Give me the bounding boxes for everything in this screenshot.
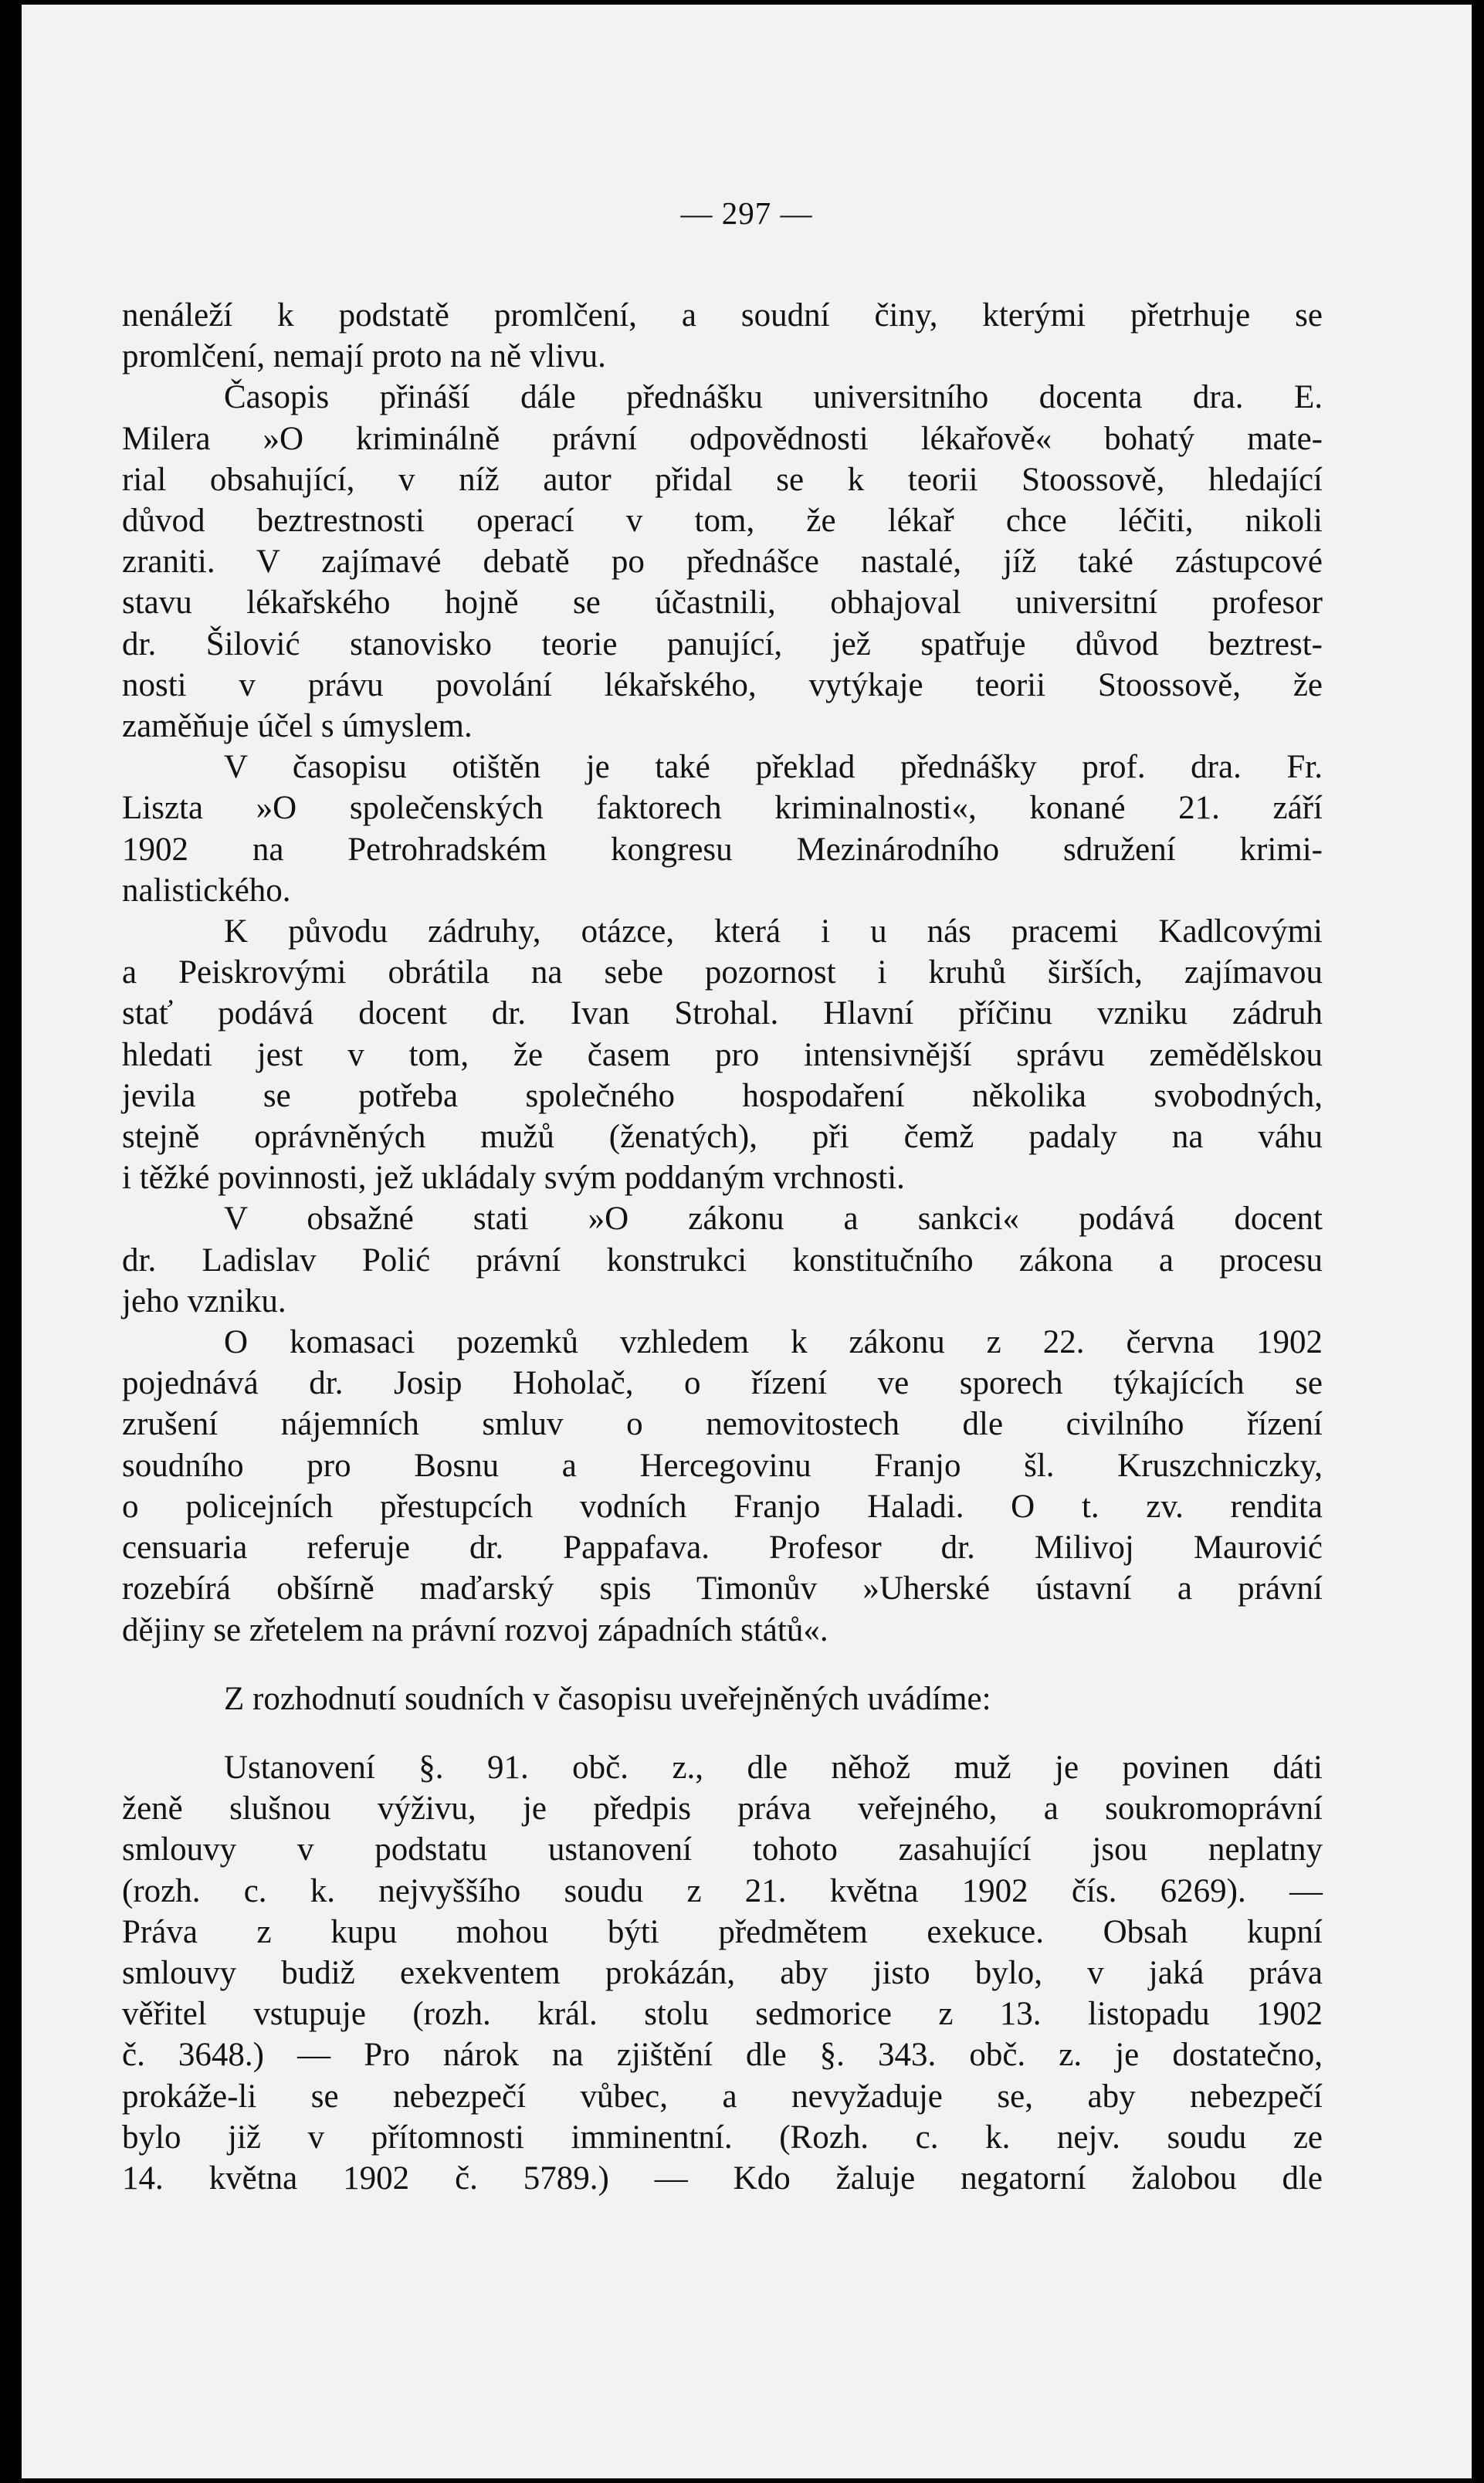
text-line: rial obsahující, v níž autor přidal se k teorii Stoossově, hledající [122, 461, 1323, 498]
book-page [22, 5, 1472, 2478]
text-line: hledati jest v tom, že časem pro intensivnější správu zemědělskou [122, 1036, 1323, 1073]
text-line: a Peiskrovými obrátila na sebe pozornost i kruhů širších, zajímavou [122, 954, 1323, 991]
text-line: 14. května 1902 č. 5789.) — Kdo žaluje negatorní žalobou dle [122, 2159, 1323, 2197]
text-line: nenáleží k podstatě promlčení, a soudní činy, kterými přetrhuje se [122, 297, 1323, 334]
text-line: č. 3648.) — Pro nárok na zjištění dle §. 343. obč. z. je dostatečno, [122, 2037, 1323, 2074]
text-line: zraniti. V zajímavé debatě po přednášce nastalé, jíž také zástupcové [122, 544, 1323, 581]
text-line: stavu lékařského hojně se účastnili, obhajoval universitní profesor [122, 584, 1323, 622]
text-line: pojednává dr. Josip Hoholač, o řízení ve sporech týkajících se [122, 1365, 1323, 1402]
text-line: dr. Ladislav Polić právní konstrukci konstitučního zákona a procesu [122, 1242, 1323, 1279]
text-line: smlouvy v podstatu ustanovení tohoto zasahující jsou neplatny [122, 1831, 1323, 1868]
body-text [122, 295, 1323, 2199]
text-line: Časopis přináší dále přednášku universitního docenta dra. E. [224, 379, 1323, 416]
paragraph-gap [122, 1651, 1323, 1678]
paragraph-gap [122, 1719, 1323, 1747]
text-line: o policejních přestupcích vodních Franjo Haladi. O t. zv. rendita [122, 1488, 1323, 1525]
text-line: (rozh. c. k. nejvyššího soudu z 21. května 1902 čís. 6269). — [122, 1872, 1323, 1909]
page-number: — 297 — [680, 195, 813, 231]
text-line: bylo již v přítomnosti imminentní. (Rozh. c. k. nejv. soudu ze [122, 2119, 1323, 2156]
text-line: Z rozhodnutí soudních v časopisu uveřejněných uvádíme: [224, 1680, 991, 1717]
text-line: promlčení, nemají proto na ně vlivu. [122, 338, 606, 375]
text-line: i těžké povinnosti, jež ukládaly svým poddaným vrchnosti. [122, 1160, 905, 1197]
text-line: jeho vzniku. [122, 1282, 286, 1319]
text-line: dr. Šilović stanovisko teorie panující, jež spatřuje důvod beztrest- [122, 625, 1323, 662]
text-line: zaměňuje účel s úmyslem. [122, 708, 473, 745]
text-line: Liszta »O společenských faktorech kriminalnosti«, konané 21. září [122, 790, 1323, 827]
text-line: V časopisu otištěn je také překlad přednášky prof. dra. Fr. [224, 749, 1323, 786]
text-line: censuaria referuje dr. Pappafava. Profesor dr. Milivoj Maurović [122, 1529, 1323, 1567]
text-line: důvod beztrestnosti operací v tom, že lékař chce léčiti, nikoli [122, 503, 1323, 540]
text-line: prokáže-li se nebezpečí vůbec, a nevyžaduje se, aby nebezpečí [122, 2078, 1323, 2115]
text-line: 1902 na Petrohradském kongresu Mezinárodního sdružení krimi- [122, 831, 1323, 868]
text-line: Ustanovení §. 91. obč. z., dle něhož muž je povinen dáti [224, 1749, 1323, 1786]
text-line: soudního pro Bosnu a Hercegovinu Franjo šl. Kruszchniczky, [122, 1447, 1323, 1484]
text-line: stať podává docent dr. Ivan Strohal. Hlavní příčinu vzniku zádruh [122, 995, 1323, 1032]
text-line: K původu zádruhy, otázce, která i u nás pracemi Kadlcovými [224, 913, 1323, 950]
text-line: jevila se potřeba společného hospodaření několika svobodných, [122, 1077, 1323, 1114]
text-line: ženě slušnou výživu, je předpis práva veřejného, a soukromoprávní [122, 1790, 1323, 1828]
text-line: dějiny se zřetelem na právní rozvoj západních států«. [122, 1611, 828, 1648]
text-line: rozebírá obšírně maďarský spis Timonův »Uherské ústavní a právní [122, 1570, 1323, 1607]
text-line: nalistického. [122, 872, 291, 909]
text-line: O komasaci pozemků vzhledem k zákonu z 22. června 1902 [224, 1324, 1323, 1361]
text-line: zrušení nájemních smluv o nemovitostech dle civilního řízení [122, 1406, 1323, 1443]
text-line: nosti v právu povolání lékařského, vytýkaje teorii Stoossově, že [122, 666, 1323, 703]
text-line: Práva z kupu mohou býti předmětem exekuce. Obsah kupní [122, 1913, 1323, 1950]
text-line: smlouvy budiž exekventem prokázán, aby jisto bylo, v jaká práva [122, 1954, 1323, 1991]
text-line: věřitel vstupuje (rozh. král. stolu sedmorice z 13. listopadu 1902 [122, 1996, 1323, 2033]
text-line: V obsažné stati »O zákonu a sankci« podává docent [224, 1201, 1323, 1238]
text-line: stejně oprávněných mužů (ženatých), při čemž padaly na váhu [122, 1119, 1323, 1156]
text-line: Milera »O kriminálně právní odpovědnosti lékařově« bohatý mate- [122, 420, 1323, 457]
